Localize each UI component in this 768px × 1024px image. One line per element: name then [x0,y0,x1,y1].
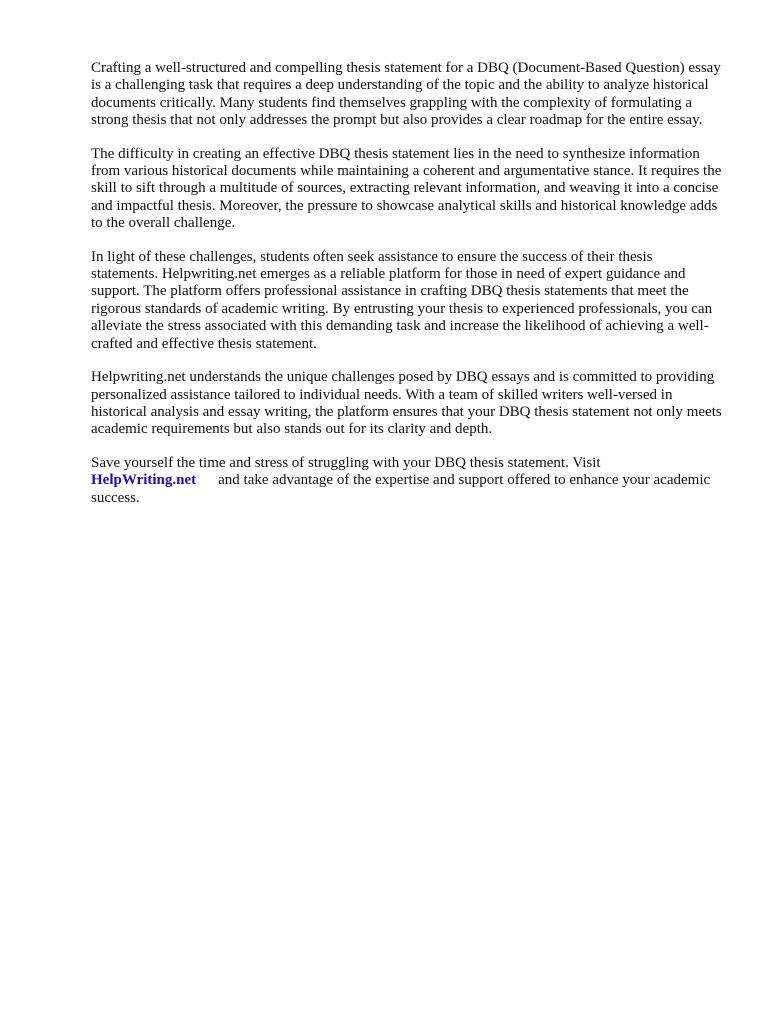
paragraph-intro: Crafting a well-structured and compelling thesis statement for a DBQ (Document-Based Question) essay is a challenging task that requires a deep understanding of the topic and the ability to analyze historical documents critically. Many students find themselves grappling with the complexity of formulating a strong thesis that not only addresses the prompt but also provides a clear roadmap for the entire essay. [91,60,721,129]
paragraph-helpwriting: Helpwriting.net understands the unique challenges posed by DBQ essays and is committed to providing personalized assistance tailored to individual needs. With a team of skilled writers well-versed in historical analysis and essay writing, the platform ensures that your DBQ thesis statement not only meets academic requirements but also stands out for its clarity and depth. [91,369,722,438]
helpwriting-link[interactable]: HelpWriting.net [91,472,197,489]
paragraph-challenges: In light of these challenges, students often seek assistance to ensure the success of their thesis statements. Helpwriting.net emerges as a reliable platform for those in need of expert guidance and support. The platform offers professional assistance in crafting DBQ thesis statements that meet the rigorous standards of academic writing. By entrusting your thesis to experienced professionals, you can alleviate the stress associated with this demanding task and increase the likelihood of achieving a well-crafted and effective thesis statement. [91,248,713,352]
closing-text-after-link: and take advantage of the expertise and support offered to enhance your academic success. [91,472,711,506]
paragraph-difficulty: The difficulty in creating an effective DBQ thesis statement lies in the need to synthesize information from various historical documents while maintaining a coherent and argumentative stance. It requires the skill to sift through a multitude of sources, extracting relevant information, and weaving it into a concise and impactful thesis. Moreover, the pressure to showcase analytical skills and historical knowledge adds to the overall challenge. [91,145,722,232]
paragraph-closing [91,455,723,507]
closing-text-before-link: Save yourself the time and stress of struggling with your DBQ thesis statement. Visit [91,454,601,471]
document-body [91,60,723,523]
